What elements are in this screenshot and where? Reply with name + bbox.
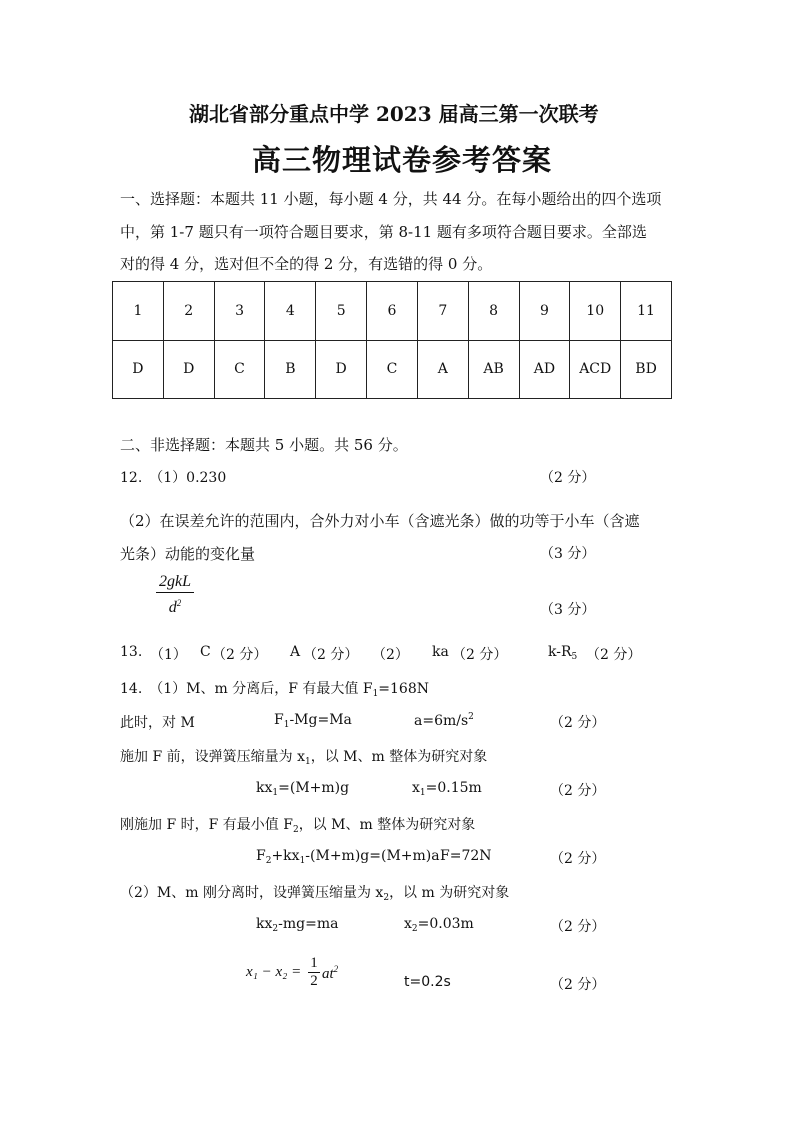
q14-line3 [120, 746, 487, 767]
q12-formula [156, 572, 194, 618]
exam-title: 湖北省部分重点中学 2023 届高三第一次联考 [189, 102, 599, 126]
q14-line9-frac-den: 2 [310, 973, 318, 989]
table-cell: 2 [163, 282, 214, 341]
q13-score3: （2 分） [452, 647, 508, 663]
q14-line5 [120, 814, 475, 835]
q14-line8-result [404, 916, 474, 934]
q14-line7 [120, 882, 509, 903]
section1-line2: 中，第 1-7 题只有一项符合题目要求，第 8-11 题有多项符合题目要求。全部选 [120, 223, 647, 241]
table-cell: ACD [570, 340, 621, 399]
q14-line8-res-sub: 2 [411, 924, 418, 934]
q14-line4-eq-a: kx [256, 780, 273, 796]
section1-line3: 对的得 4 分，选对但不全的得 2 分，有选错的得 0 分。 [120, 255, 493, 273]
q14-line1 [120, 678, 429, 699]
q14-line9-frac-num: 1 [308, 955, 320, 973]
q14-line4-res-a: x [412, 780, 420, 796]
table-cell: D [163, 340, 214, 399]
q12-part2-line1: （2）在误差允许的范围内，合外力对小车（含遮光条）做的功等于小车（含遮 [120, 512, 640, 530]
table-cell: C [214, 340, 265, 399]
table-cell: 6 [367, 282, 418, 341]
q14-line6-eq-sub2: 1 [299, 856, 306, 866]
q14-line9-rhs-sup: 2 [333, 964, 339, 974]
q12-part2-line2: 光条）动能的变化量 [120, 545, 256, 563]
q14-line4-eq-sub: 1 [272, 788, 279, 798]
table-cell: A [417, 340, 468, 399]
q14-line9-fraction [308, 955, 320, 990]
q12-score1: （2 分） [540, 470, 596, 486]
q14-line8-eq-b: -mg=ma [278, 916, 339, 932]
q14-line6-equation [256, 848, 440, 866]
q14-line2-score: （2 分） [550, 715, 606, 731]
q12-part1: 12. （1）0.230 [120, 470, 227, 486]
q14-line6-eq-c: -(M+m)g=(M+m)a [305, 848, 440, 864]
q14-line1-tail: =168N [378, 681, 429, 697]
table-cell: D [113, 340, 164, 399]
table-cell: 9 [519, 282, 570, 341]
q14-line6-result: F=72N [440, 848, 492, 864]
table-cell: D [316, 340, 367, 399]
q14-line3-tail: ，以 M、m 整体为研究对象 [310, 749, 488, 765]
q14-line7-tail: ，以 m 为研究对象 [389, 885, 510, 901]
table-cell: 1 [113, 282, 164, 341]
q14-line4-eq-b: =(M+m)g [278, 780, 350, 796]
q14-line8-eq-sub: 2 [272, 924, 279, 934]
q14-line2-equation [274, 712, 352, 730]
q13-answer1: C [200, 644, 211, 660]
q14-line2-eq-b: -Mg=Ma [289, 712, 352, 728]
section1-line1: 一、选择题：本题共 11 小题，每小题 4 分，共 44 分。在每小题给出的四个选项 [120, 190, 662, 208]
q13-answer4 [548, 644, 577, 662]
table-cell: 5 [316, 282, 367, 341]
q14-line8-eq-a: kx [256, 916, 273, 932]
q12-formula-denominator [156, 593, 194, 618]
answer-key-title: 高三物理试卷参考答案 [252, 143, 553, 177]
q14-line6-eq-a: F [256, 848, 266, 864]
q14-line9-lhs: x₁ − x₂ = [246, 964, 302, 980]
table-cell: 8 [468, 282, 519, 341]
table-cell: 11 [621, 282, 672, 341]
q13-answer4-sub: 5 [571, 652, 578, 662]
table-cell: BD [621, 340, 672, 399]
q14-line8-res-a: x [404, 916, 412, 932]
table-cell: C [367, 340, 418, 399]
q14-line6-eq-b: +kx [271, 848, 300, 864]
q14-line8-score: （2 分） [550, 919, 606, 935]
q14-line5-tail: ，以 M、m 整体为研究对象 [298, 817, 476, 833]
table-cell: 3 [214, 282, 265, 341]
table-cell: 7 [417, 282, 468, 341]
table-cell: B [265, 340, 316, 399]
q13-answer2: A [290, 644, 301, 660]
q14-line4-res-sub: 1 [419, 788, 426, 798]
q13-score2: （2 分） [303, 647, 359, 663]
q14-line2-eq-sub: 1 [283, 720, 290, 730]
q14-line2-lead: 此时，对 M [120, 715, 195, 731]
q14-line2-res-sup: 2 [468, 712, 474, 722]
q14-line3-text: 施加 F 前，设弹簧压缩量为 x [120, 749, 305, 765]
q14-line9-result: t=0.2s [404, 974, 451, 990]
q14-line5-sub: 2 [292, 825, 299, 835]
q14-line9-score: （2 分） [550, 977, 606, 993]
q14-line3-sub: 1 [304, 757, 311, 767]
q14-line4-result [412, 780, 482, 798]
q14-line6-score: （2 分） [550, 851, 606, 867]
q12-formula-den-base: d [168, 599, 177, 616]
table-row-numbers [113, 282, 672, 341]
q12-formula-den-exp: 2 [176, 598, 182, 608]
q13-number: 13. [120, 644, 143, 660]
table-cell: AD [519, 340, 570, 399]
q14-line2-result [414, 712, 474, 729]
table-row-answers [113, 340, 672, 399]
q12-score2: （3 分） [540, 546, 596, 562]
q14-line7-sub: 2 [383, 893, 390, 903]
table-cell: AB [468, 340, 519, 399]
answer-table [112, 281, 672, 399]
section2-heading: 二、非选择题：本题共 5 小题。共 56 分。 [120, 436, 408, 454]
q14-line2-eq-a: F [274, 712, 284, 728]
q13-part2-label: （2） [372, 647, 409, 663]
q14-line1-text: 14. （1）M、m 分离后，F 有最大值 F [120, 681, 373, 697]
table-cell: 4 [265, 282, 316, 341]
q14-line8-equation [256, 916, 338, 934]
q14-line1-sub: 1 [372, 689, 379, 699]
q13-answer4-base: k-R [548, 644, 572, 660]
q12-formula-numerator: 2gkL [156, 572, 194, 593]
q14-line4-res-b: =0.15m [425, 780, 482, 796]
q14-line2-res-a: a=6m/s [414, 713, 469, 729]
table-cell: 10 [570, 282, 621, 341]
q14-line7-text: （2）M、m 刚分离时，设弹簧压缩量为 x [120, 885, 384, 901]
q14-line6-eq-sub1: 2 [265, 856, 272, 866]
q13-part1-label: （1） [150, 647, 187, 663]
q14-line4-score: （2 分） [550, 783, 606, 799]
q13-score4: （2 分） [586, 647, 642, 663]
q14-line5-text: 刚施加 F 时，F 有最小值 F [120, 817, 293, 833]
q12-score3: （3 分） [540, 602, 596, 618]
q14-line8-res-b: =0.03m [417, 916, 474, 932]
q14-line4-equation [256, 780, 349, 798]
q14-line9-rhs-base: at [322, 966, 334, 982]
q13-score1: （2 分） [212, 647, 268, 663]
q13-answer3: ka [432, 644, 449, 660]
q14-line9-rhs [322, 964, 338, 983]
